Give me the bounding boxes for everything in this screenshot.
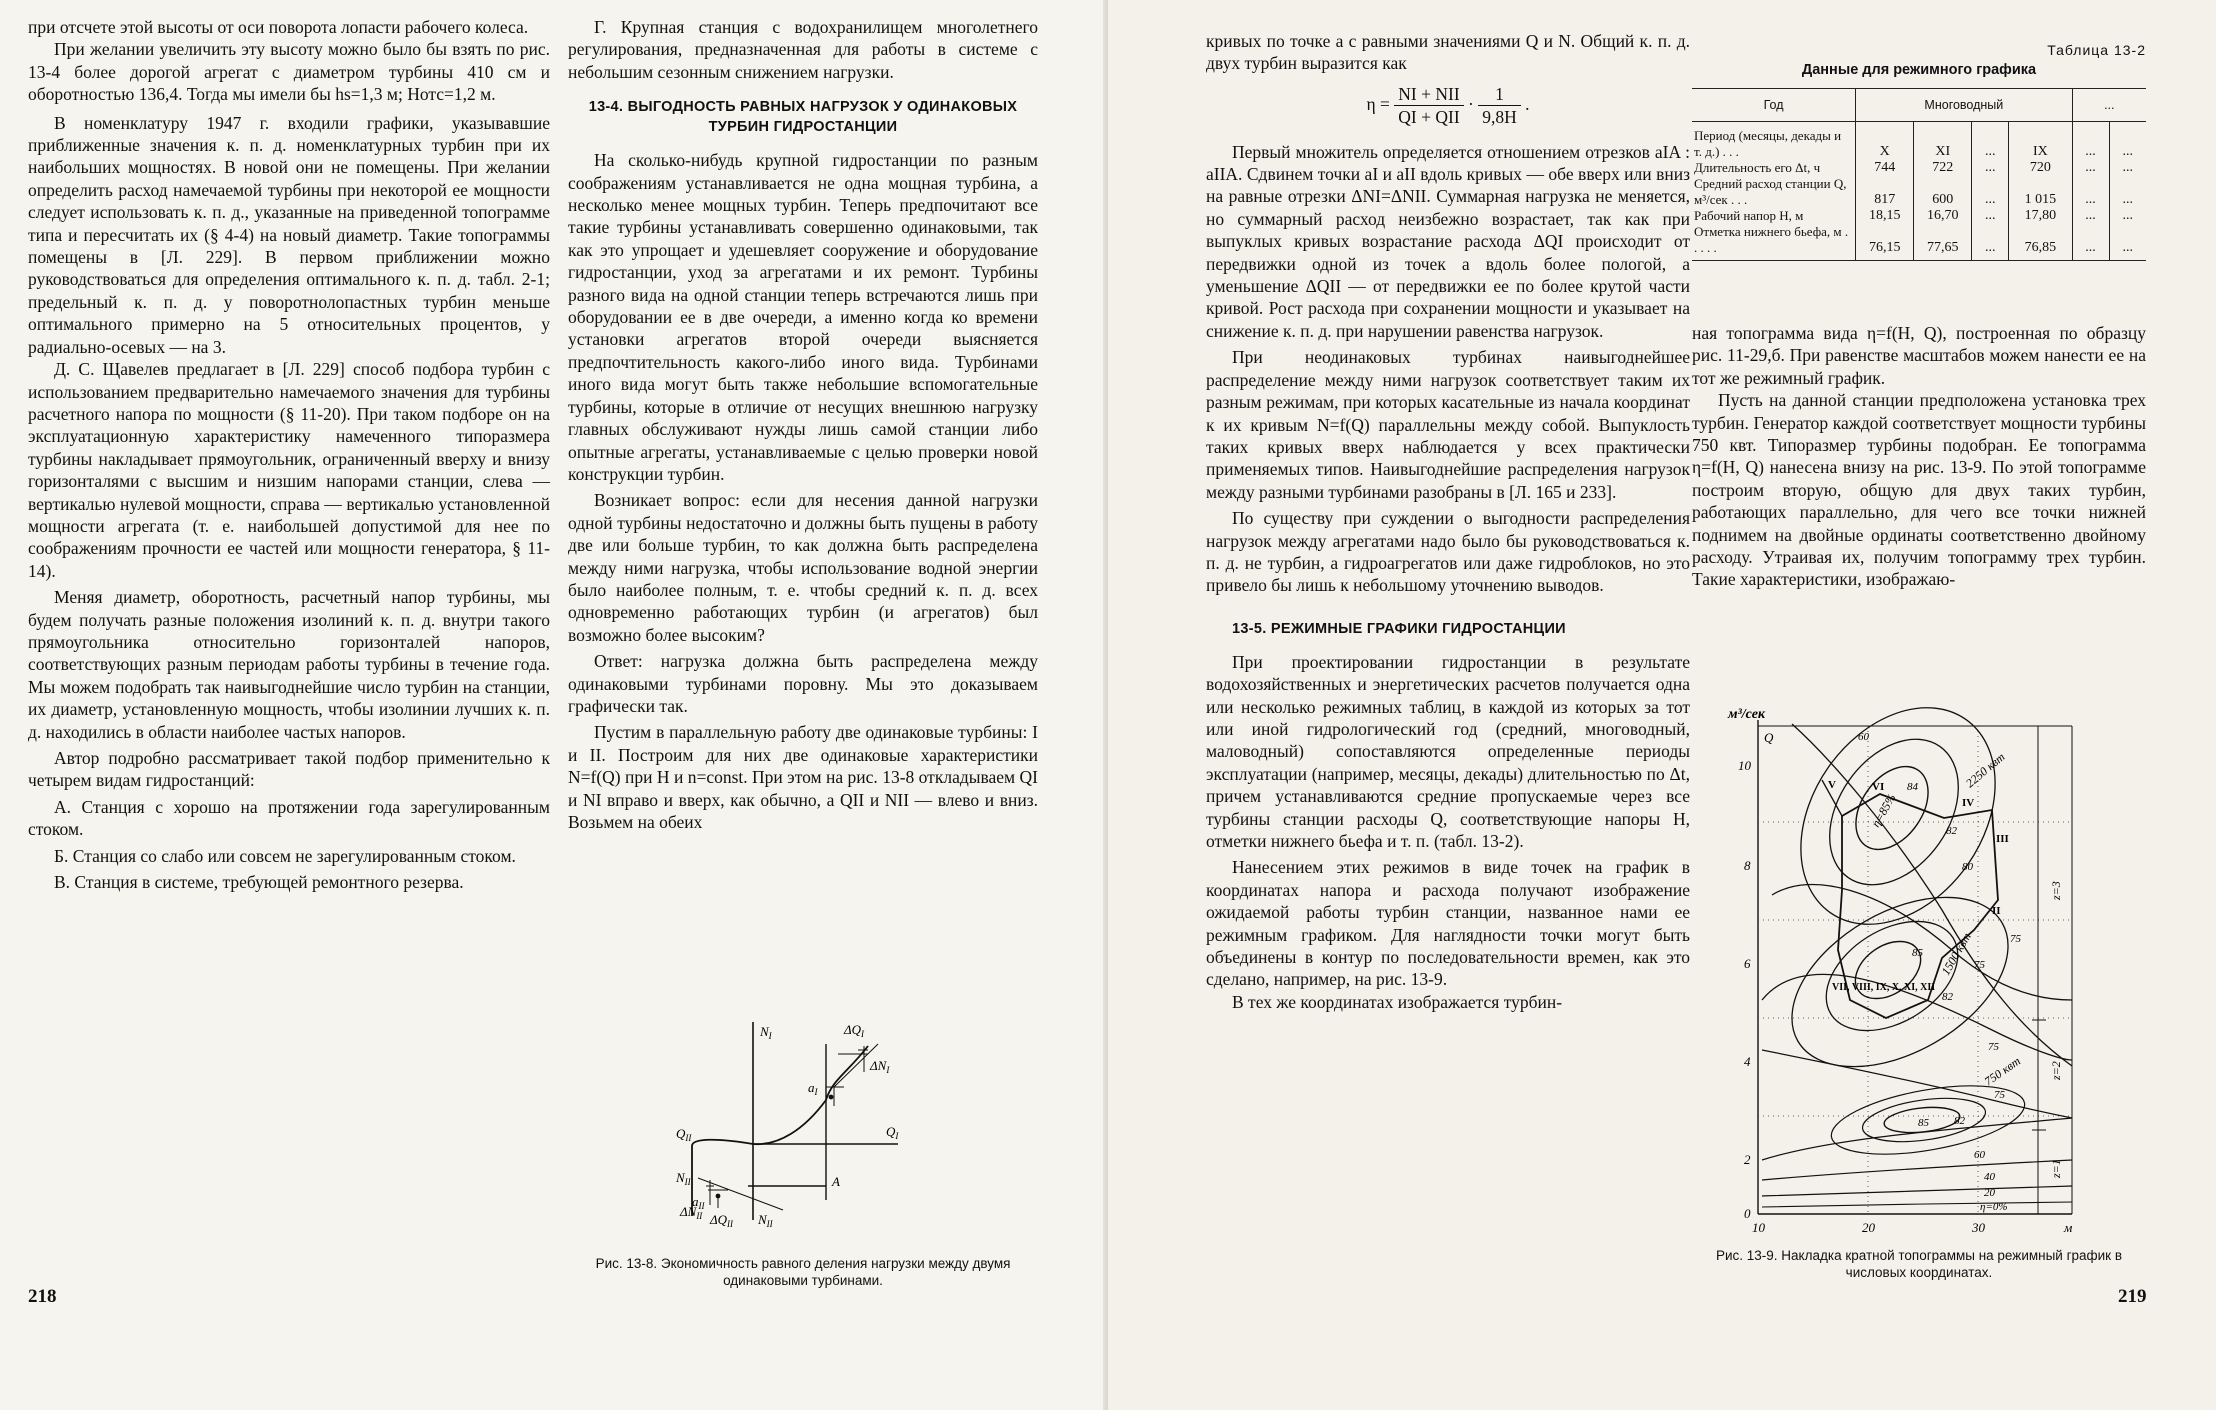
fig-label: $N_{II}$: [758, 1212, 773, 1229]
table-cell: 720: [2009, 160, 2072, 176]
fig-contour-label: 20: [1984, 1187, 1995, 1199]
table-cell: XI: [1914, 122, 1972, 161]
table-cell: 17,80: [2009, 208, 2072, 224]
table-cell: ...: [2072, 224, 2109, 261]
table-cell: ...: [2072, 160, 2109, 176]
fig-contour-label: 84: [1907, 781, 1918, 793]
table-cell: 1 015: [2009, 176, 2072, 208]
formula-tail: .: [1525, 93, 1530, 114]
left-column-1: [28, 16, 550, 893]
formula-denominator: QI + QII: [1398, 107, 1460, 128]
fig-regime-label: VI: [1872, 781, 1885, 793]
efficiency-formula: η = $\frac{\text{NI + NII}}{\text{QI + QII}}$ · $\frac{1}{9,8H}$ .: [1366, 83, 1530, 128]
figure-13-8: [568, 1010, 1038, 1289]
fig-label: $Q_I$: [886, 1124, 899, 1141]
section-heading: 13-4. ВЫГОДНОСТЬ РАВНЫХ НАГРУЗОК У ОДИНАКОВЫХ ТУРБИН ГИДРОСТАНЦИИ: [588, 99, 1018, 136]
fig-contour-label: 82: [1942, 991, 1953, 1003]
paragraph: при отсчете этой высоты от оси поворота лопасти рабочего колеса.: [28, 17, 529, 37]
fig-label: $a_I$: [808, 1080, 818, 1097]
fig-label: $\Delta N_I$: [870, 1058, 890, 1075]
table-cell: ...: [1972, 160, 2009, 176]
table-cell: 744: [1856, 160, 1914, 176]
fig-x-axis-label: м: [2064, 1220, 2073, 1235]
table-cell-label: Средний расход станции Q, м³/сек . . .: [1694, 176, 1847, 207]
table-cell-label: Длительность его Δt, ч: [1694, 160, 1821, 175]
table-cell: ...: [2109, 224, 2146, 261]
fig-regime-label: VII, VIII, IX, X, XI, XII: [1832, 982, 1936, 993]
paragraph: ная топограмма вида η=f(H, Q), построенная по образцу рис. 11-29,б. При равенстве масштабов можем нанести ее на тот же режимный график.: [1692, 323, 2146, 388]
paragraph: При проектировании гидростанции в результате водохозяйственных и энергетических расчетов получается одна или несколько режимных таблиц, в каждой из которых за тот или иной гидрологический год (средний, многоводный, маловодный) сопоставляются определенные периоды эксплуатации (например, месяцы, декады) длительностью по Δt, причем устанавливаются средние пропускаемые через все турбины станции расходы Q, соответствующие напоры H, отметки нижнего бьефа и т. п. (табл. 13-2).: [1206, 651, 1690, 851]
figure-13-9-chart: [1692, 700, 2146, 1240]
table-cell: X: [1856, 122, 1914, 161]
table-cell: 18,15: [1856, 208, 1914, 224]
regime-table: [1692, 88, 2146, 261]
table-cell: 817: [1856, 176, 1914, 208]
fig-z-label: z=3: [2049, 881, 2063, 900]
formula-lhs: η =: [1366, 93, 1390, 114]
fig-contour-label: 80: [1962, 861, 1973, 873]
right-column-2: [1692, 322, 2146, 591]
fig-y-axis-label: м³/сек: [1728, 707, 1766, 722]
paragraph: А. Станция с хорошо на протяжении года зарегулированным стоком.: [28, 796, 550, 840]
left-column-2: [568, 16, 1038, 833]
paragraph: Нанесением этих режимов в виде точек на график в координатах напора и расхода получают изображение ожидаемой работы турбин станции, названное нами ее режимным графиком. Для наглядности точки могут быть объединены в контур по последовательности времен, как это сделано, например, на рис. 13-9.: [1206, 857, 1690, 990]
paragraph: Ответ: нагрузка должна быть распределена между одинаковыми турбинами поровну. Мы это доказываем графически так.: [568, 651, 1038, 716]
figure-13-9: [1692, 700, 2146, 1281]
paragraph: Д. С. Щавелев предлагает в [Л. 229] способ подбора турбин с использованием предварительно намечаемого значения для турбины расчетного напора по мощности (§ 11-20). При таком подборе он на эксплуатационную характеристику намеченного типоразмера турбины накладывает прямоугольник, ограниченный вверху и внизу горизонталями с высшим и низшим напорами станции, слева — вертикалью нулевой мощности, справа — вертикалью установленной мощности агрегата (т. е. наибольшей допустимой для нее по соображениям прочности ее частей или мощности генератора, § 11-14).: [28, 359, 550, 581]
table-row: [1692, 208, 2146, 224]
fig-label: $N_I$: [760, 1024, 772, 1041]
table-cell: IX: [2009, 122, 2072, 161]
section-heading: 13-5. РЕЖИМНЫЕ ГРАФИКИ ГИДРОСТАНЦИИ: [1232, 620, 1566, 637]
fig-contour-label: 40: [1984, 1171, 1995, 1183]
paragraph: При желании увеличить эту высоту можно было бы взять по рис. 13-4 более дорогой агрегат с диаметром турбины 410 см и оборотностью 136,4. Тогда мы имели бы hs=1,3 м; Hотс=1,2 м.: [28, 39, 550, 105]
table-title: Данные для режимного графика: [1801, 62, 2037, 78]
paragraph: При неодинаковых турбинах наивыгоднейшее распределение между ними нагрузок соответствует таким их разным режимам, при которых касательные из начала координат к их кривым N=f(Q) параллельны между собой. Выпуклость таких кривых вверх наблюдается у всех практически применяемых типов. Наивыгоднейшие распределения нагрузок между разными турбинами разобраны в [Л. 165 и 233].: [1206, 347, 1690, 502]
fig-x-tick: 10: [1752, 1220, 1765, 1235]
fig-label: $Q_{II}$: [676, 1126, 692, 1143]
fig-contour-label: 75: [1974, 959, 1985, 971]
fig-contour-label: 85: [1912, 947, 1923, 959]
table-cell-label: Рабочий напор H, м: [1694, 208, 1804, 223]
fig-y-tick: 0: [1744, 1206, 1751, 1221]
table-row: [1692, 122, 2146, 161]
fig-contour-label: 82: [1946, 825, 1957, 837]
table-cell: ...: [1972, 176, 2009, 208]
fig-contour-label: 60: [1858, 731, 1869, 743]
fig-contour-label: 82: [1954, 1115, 1965, 1127]
paragraph: В тех же координатах изображается турбин-: [1232, 991, 1563, 1012]
paragraph: Меняя диаметр, оборотность, расчетный напор турбины, мы будем получать разные положения изолиний к. п. д. внутри такого прямоугольника относительно горизонталей напоров, соответствующих разным периодам работы турбины в течение года. Мы можем подобрать так наивыгоднейшие число турбин на станции, их диаметр, установленную мощность, чтобы изолинии лучших к. п. д. находились в области наиболее частых напоров.: [28, 587, 550, 742]
fig-power-label: 1500 квт: [1938, 930, 1974, 978]
table-cell: ...: [2109, 122, 2146, 161]
paragraph: В номенклатуру 1947 г. входили графики, указывавшие приближенные значения к. п. д. номенклатурных турбин при их наибольших мощностях. В новой они не помещены. При желании определить расход намечаемой турбины при некоторой ее мощности следует использовать к. п. д., указанные на приведенной топограмме типа и пересчитать их (§ 4-4) на новый диаметр. Такие топограммы помещены в [Л. 229]. В первом приближении можно руководствоваться для определения оптимального к. п. д. табл. 2-1; предельный к. п. д. у поворотнолопастных турбин меньше оптимального примерно на 5 относительных процентов, у радиально-осевых — на 3.: [28, 112, 550, 357]
right-column-1: [1206, 30, 1690, 1013]
paragraph: Б. Станция со слабо или совсем не зарегулированным стоком.: [54, 845, 516, 866]
table-cell: ...: [1972, 208, 2009, 224]
paragraph: Первый множитель определяется отношением отрезков aIA : aIIA. Сдвинем точки aI и aII вдоль кривых — обе вверх или вниз на равные отрезки ΔNI=ΔNII. Суммарная нагрузка не меняется, но суммарный расход неизбежно возрастает, так как при выпуклых кривых возрастание расхода ΔQI происходит от передвижки одной из точек a вдоль более пологой, а уменьшение ΔQII — от передвижки ее по более крутой части кривой. Рост расхода при сохранении мощности и указывает на снижение к. п. д. при нарушении равенства нагрузок.: [1206, 141, 1690, 341]
table-cell: 600: [1914, 176, 1972, 208]
fig-x-tick: 30: [1972, 1220, 1985, 1235]
fig-regime-label: III: [1996, 833, 2009, 845]
paragraph: Г. Крупная станция с водохранилищем многолетнего регулирования, предназначенная для работы в системе с небольшим сезонным снижением нагрузки.: [568, 17, 1038, 82]
fig-contour-label: 75: [1988, 1041, 1999, 1053]
formula-numerator: NI + NII: [1394, 83, 1463, 106]
fig-label: $\Delta N_{II}$: [680, 1204, 703, 1221]
table-13-2: [1692, 42, 2146, 261]
paragraph: На сколько-нибудь крупной гидростанции по разным соображениям устанавливается не одна мощная турбина, а несколько менее мощных турбин. Теперь предпочитают все такие турбины устанавливать совершенно одинаковыми, так как это упрощает и удешевляет сооружение и оборудование гидростанции, уход за агрегатами и их ремонт. Турбины разного вида на одной станции теперь встречаются лишь при оборудовании ее в две очереди, а именно когда ко времени установки агрегатов второй очереди выясняется предпочтительность какого-либо иного вида. Турбинами иного вида могут быть также небольшие вспомогательные турбины, которые в отличие от несущих внешнюю нагрузку главных обслуживают нужды лишь самой станции либо опытные агрегаты, устанавливаемые с целью проверки новой конструкции турбин.: [568, 150, 1038, 484]
table-cell: 76,15: [1856, 224, 1914, 261]
paragraph: По существу при суждении о выгодности распределения нагрузок между агрегатами надо было бы руководствоваться к. п. д. не турбин, а гидроагрегатов или даже гидроблоков, но это привело бы лишь к небольшому уточнению выводов.: [1206, 508, 1690, 596]
table-head-year: Год: [1692, 89, 1856, 122]
fig-z-label: z=1: [2049, 1159, 2063, 1178]
table-cell: ...: [2109, 208, 2146, 224]
table-cell: ...: [2072, 208, 2109, 224]
paragraph: Пустим в параллельную работу две одинаковые турбины: I и II. Построим для них две одинаковые характеристики N=f(Q) при H и n=const. При этом на рис. 13-8 откладываем QI и NI вправо и вверх, как обычно, а QII и NII — влево и вниз. Возьмем на обеих: [568, 722, 1038, 832]
table-row: [1692, 224, 2146, 261]
fig-y-tick: 2: [1744, 1152, 1751, 1167]
table-cell: ...: [2072, 176, 2109, 208]
fig-power-label: 2250 квт: [1962, 749, 2008, 791]
table-cell-label: Период (месяцы, декады и т. д.) . . .: [1694, 128, 1842, 159]
fig-regime-label: IV: [1962, 797, 1975, 809]
table-cell: 722: [1914, 160, 1972, 176]
fig-contour-label: 75: [2010, 933, 2021, 945]
fig-contour-label: 75: [1994, 1089, 2005, 1101]
table-row: [1692, 176, 2146, 208]
table-cell: 77,65: [1914, 224, 1972, 261]
paragraph: Возникает вопрос: если для несения данной нагрузки одной турбины недостаточно и должны быть пущены в работу две или больше турбин, то как должна быть распределена между ними нагрузка, чтобы использование водной энергии было наиболее полным, т. е. чтобы средний к. п. д. всех одновременно работающих турбин (и агрегатов) был возможно более высоким?: [568, 490, 1038, 645]
fig-power-label: 750 квт: [1981, 1053, 2023, 1089]
fig-label: $a_{II}$: [692, 1194, 705, 1211]
fig-contour-label: 60: [1974, 1149, 1985, 1161]
table-cell: 16,70: [1914, 208, 1972, 224]
fig-x-tick: 20: [1862, 1220, 1875, 1235]
table-cell: ...: [1972, 122, 2009, 161]
fig-contour-label: η=0%: [1980, 1201, 2008, 1213]
figure-caption: Рис. 13-9. Накладка кратной топограммы на режимный график в числовых координатах.: [1715, 1248, 2123, 1280]
table-cell: ...: [1972, 224, 2009, 261]
fig-y-tick: 10: [1738, 758, 1751, 773]
table-cell: ...: [2109, 176, 2146, 208]
paragraph: Автор подробно рассматривает такой подбор применительно к четырем видам гидростанций:: [28, 748, 550, 791]
table-head-group: Многоводный: [1856, 89, 2072, 122]
fig-y-tick: 8: [1744, 858, 1751, 873]
fig-label: $\Delta Q_I$: [844, 1022, 865, 1039]
fig-label: A: [832, 1174, 840, 1189]
figure-13-8-diagram: [568, 1010, 1038, 1236]
fig-y-tick: 6: [1744, 956, 1751, 971]
formula-denominator-2: 9,8H: [1482, 107, 1517, 128]
formula-numerator-2: 1: [1478, 83, 1521, 106]
table-row: [1692, 160, 2146, 176]
page-number: 218: [28, 1286, 57, 1307]
fig-y-axis-label2: Q: [1764, 730, 1774, 745]
fig-y-tick: 4: [1744, 1054, 1751, 1069]
fig-contour-label: 85: [1918, 1117, 1929, 1129]
paragraph: В. Станция в системе, требующей ремонтного резерва.: [54, 872, 464, 893]
fig-z-label: z=2: [2049, 1061, 2063, 1080]
table-cell-label: Отметка нижнего бьефа, м . . . . .: [1692, 224, 1856, 261]
table-number: Таблица 13-2: [2047, 42, 2146, 58]
fig-regime-label: II: [1992, 905, 2001, 917]
table-cell: ...: [2072, 122, 2109, 161]
page-number: 219: [2118, 1286, 2147, 1307]
fig-label: $\Delta Q_{II}$: [710, 1212, 734, 1229]
fig-contour-label: η=85%: [1868, 791, 1899, 830]
right-page: [1108, 0, 2216, 1410]
table-head-dots: ...: [2072, 89, 2146, 122]
paragraph: Пусть на данной станции предположена установка трех турбин. Генератор каждой соответствует мощности турбины 750 квт. Типоразмер турбины подобран. Ее топограмма η=f(H, Q) нанесена внизу на рис. 13-9. По этой топограмме построим вторую, общую для двух таких турбин, работающих параллельно, для чего все точки нижней поднимем на двойные ординаты соответственно двойному расходу. Утраивая их, получим топограмму трех турбин. Такие характеристики, изображаю-: [1692, 390, 2146, 590]
table-cell: ...: [2109, 160, 2146, 176]
table-cell: 76,85: [2009, 224, 2072, 261]
fig-label: $N_{II}$: [676, 1170, 691, 1187]
fig-regime-label: V: [1828, 779, 1836, 791]
figure-caption: Рис. 13-8. Экономичность равного деления нагрузки между двумя одинаковыми турбинами.: [595, 1256, 1011, 1288]
paragraph: кривых по точке a с равными значениями Q и N. Общий к. п. д. двух турбин выразится как: [1206, 31, 1690, 74]
